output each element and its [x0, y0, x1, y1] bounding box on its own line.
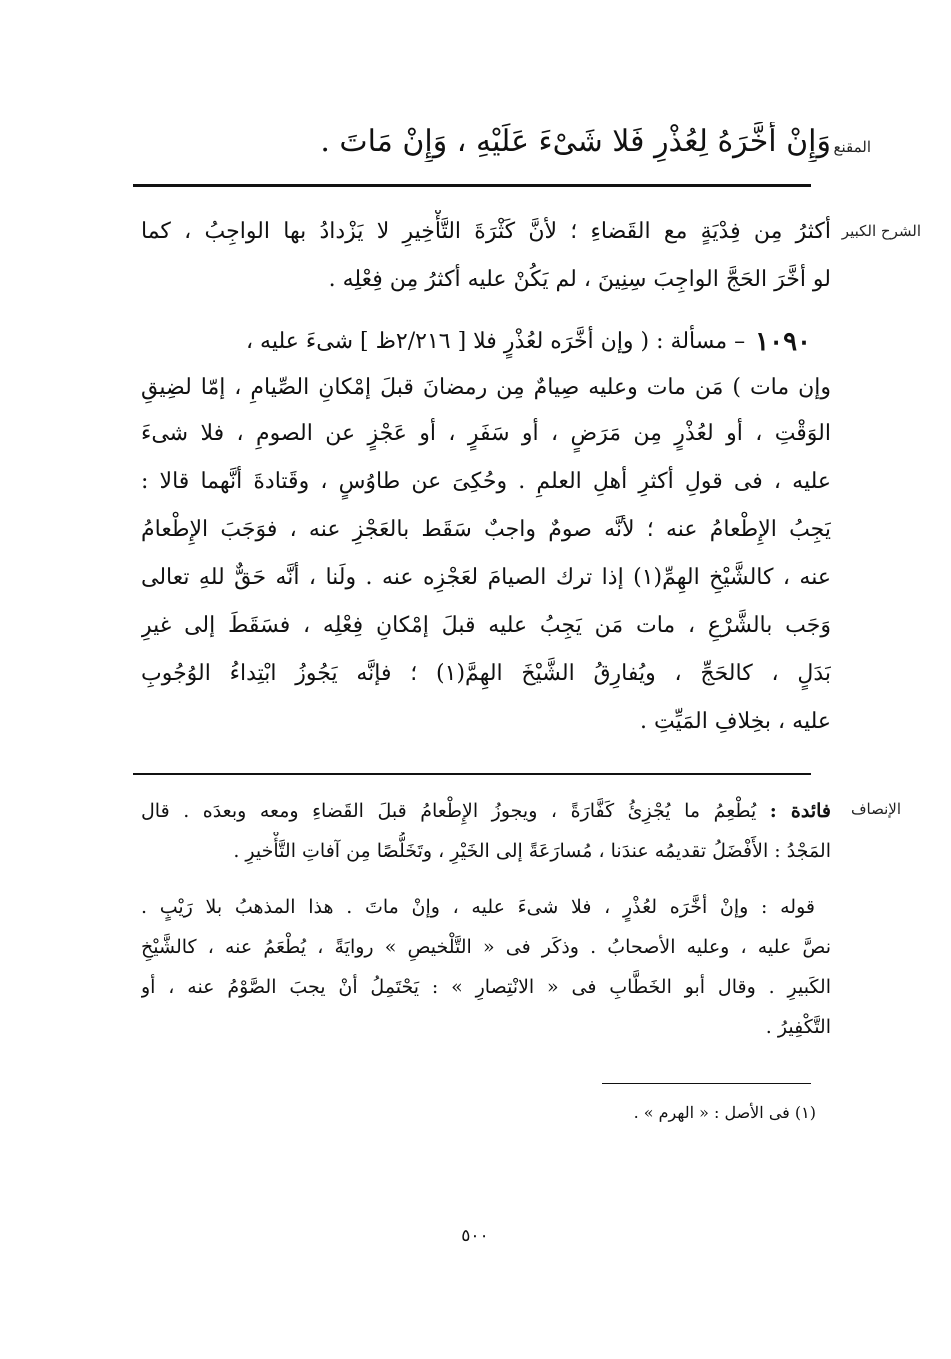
masala-line: الوَقْتِ ، أو لعُذْرٍ مِن مَرَضٍ ، أو سَفَرٍ ، أو عَجْزٍ عن الصومِ ، فلا شىءَ	[141, 421, 831, 446]
insaf-line: قوله : وإنْ أخَّرَه لعُذْرٍ ، فلا شىءَ عليه ، وإنْ ماتَ . هذا المذهبُ بلا رَيْبٍ .	[141, 896, 815, 918]
masala-line: يَجِبُ الإِطْعامُ عنه ؛ لأنَّه صومٌ واجبٌ سَقَط بالعَجْزِ عنه ، فوَجَبَ الإِطْعامُ	[141, 517, 831, 542]
muqni-divider	[133, 184, 811, 187]
masala-first-line	[141, 320, 831, 364]
muqni-section	[131, 118, 831, 168]
sharh-divider	[133, 773, 811, 775]
masala-line: عليه ، بخِلافِ المَيِّتِ .	[640, 709, 831, 734]
masala-line: وإن مات ) مَن مات وعليه صِيامٌ مِن رمضانَ قبلَ إمْكانِ الصِّيامِ ، إمّا لضِيقِ	[141, 375, 831, 400]
muqni-label: المقنع	[833, 138, 871, 156]
insaf-line: الكَبيرِ . وقال أبو الخَطَّابِ فى « الانْتِصارِ » : يَحْتَمِلُ أنْ يجبَ الصَّوْمُ عنه ، أو	[141, 976, 831, 998]
footnote-section	[316, 1100, 816, 1130]
sharh-label: الشرح الكبير	[841, 222, 921, 240]
masala-line: وَجَب بالشَّرْعِ ، مات مَن يَجِبُ عليه قبلَ إمْكانِ فِعْلِه ، فسَقَطَ إلى غيرِ	[141, 613, 831, 638]
masala-line: بَدَلٍ ، كالحَجِّ ، ويُفارِقُ الشَّيْخَ الهِمَّ(١) ؛ فإنَّه يَجُوزُ ابْتِداءُ الوُجُوبِ	[141, 661, 831, 686]
masala-line: عنه ، كالشَّيْخِ الهِمِّ(١) إذا ترك الصيامَ لعَجْزِه عنه . ولَنا ، أنَّه حَقٌّ للهِ تعالى	[141, 565, 831, 590]
footnote-divider	[602, 1083, 811, 1084]
insaf-label: الإنصاف	[850, 800, 901, 818]
insaf-line: نصَّ عليه ، وعليه الأصحابُ . وذكَر فى « التَّلْخيصِ » روايَةً ، يُطْعَمُ عنه ، كالشَّيْخِ	[141, 936, 831, 958]
masala-line: – مسألة : ( وإن أخَّرَه لعُذْرٍ فلا [ ٢/٢١٦ظ ] شىءَ عليه ،	[245, 329, 746, 354]
page-number: ٥٠٠	[461, 1226, 489, 1246]
sharh-section	[141, 210, 831, 750]
sharh-line: لو أخَّرَ الحَجَّ الواجِبَ سِنِينَ ، لم يَكُنْ عليه أكثرُ مِن فِعْلِه .	[328, 267, 831, 292]
insaf-section	[141, 792, 831, 1072]
muqni-text: وَإِنْ أَخَّرَهُ لِعُذْرٍ فَلا شَىْءَ عَلَيْهِ ، وَإِنْ مَاتَ .	[320, 124, 831, 159]
masala-line: عليه ، فى قولِ أكثرِ أهلِ العلمِ . وحُكِىَ عن طاوُسٍ ، وقَتادةَ أنَّهما قالا :	[141, 469, 831, 494]
sharh-line: أكثرُ مِن فِدْيَةٍ مع القَضاءِ ؛ لأنَّ كَثْرَةَ التَّأْخِيرِ لا يَزْدادُ بها الواجِبُ ، كما	[141, 219, 831, 244]
masala-number: ١٠٩٠	[755, 327, 811, 357]
insaf-line: يُطْعِمُ ما يُجْزِئُ كَفَّارَةً ، ويجوزُ الإِطْعامُ قبلَ القَضاءِ ومعه وبعدَه . قال	[141, 800, 757, 822]
faida-label: فائدة :	[769, 800, 831, 822]
insaf-first-line	[141, 792, 831, 830]
footnote: (١) فى الأصل : « الهرم » .	[633, 1103, 816, 1122]
insaf-line: المَجْدُ : الأَفْضَلُ تقديمُه عندَنا ، مُسارَعَةً إلى الخَيْرِ ، وتَخَلُّصًا مِن آفاتِ التَّأْخيرِ .	[233, 840, 831, 862]
insaf-line: التَّكْفِيرُ .	[765, 1016, 831, 1038]
